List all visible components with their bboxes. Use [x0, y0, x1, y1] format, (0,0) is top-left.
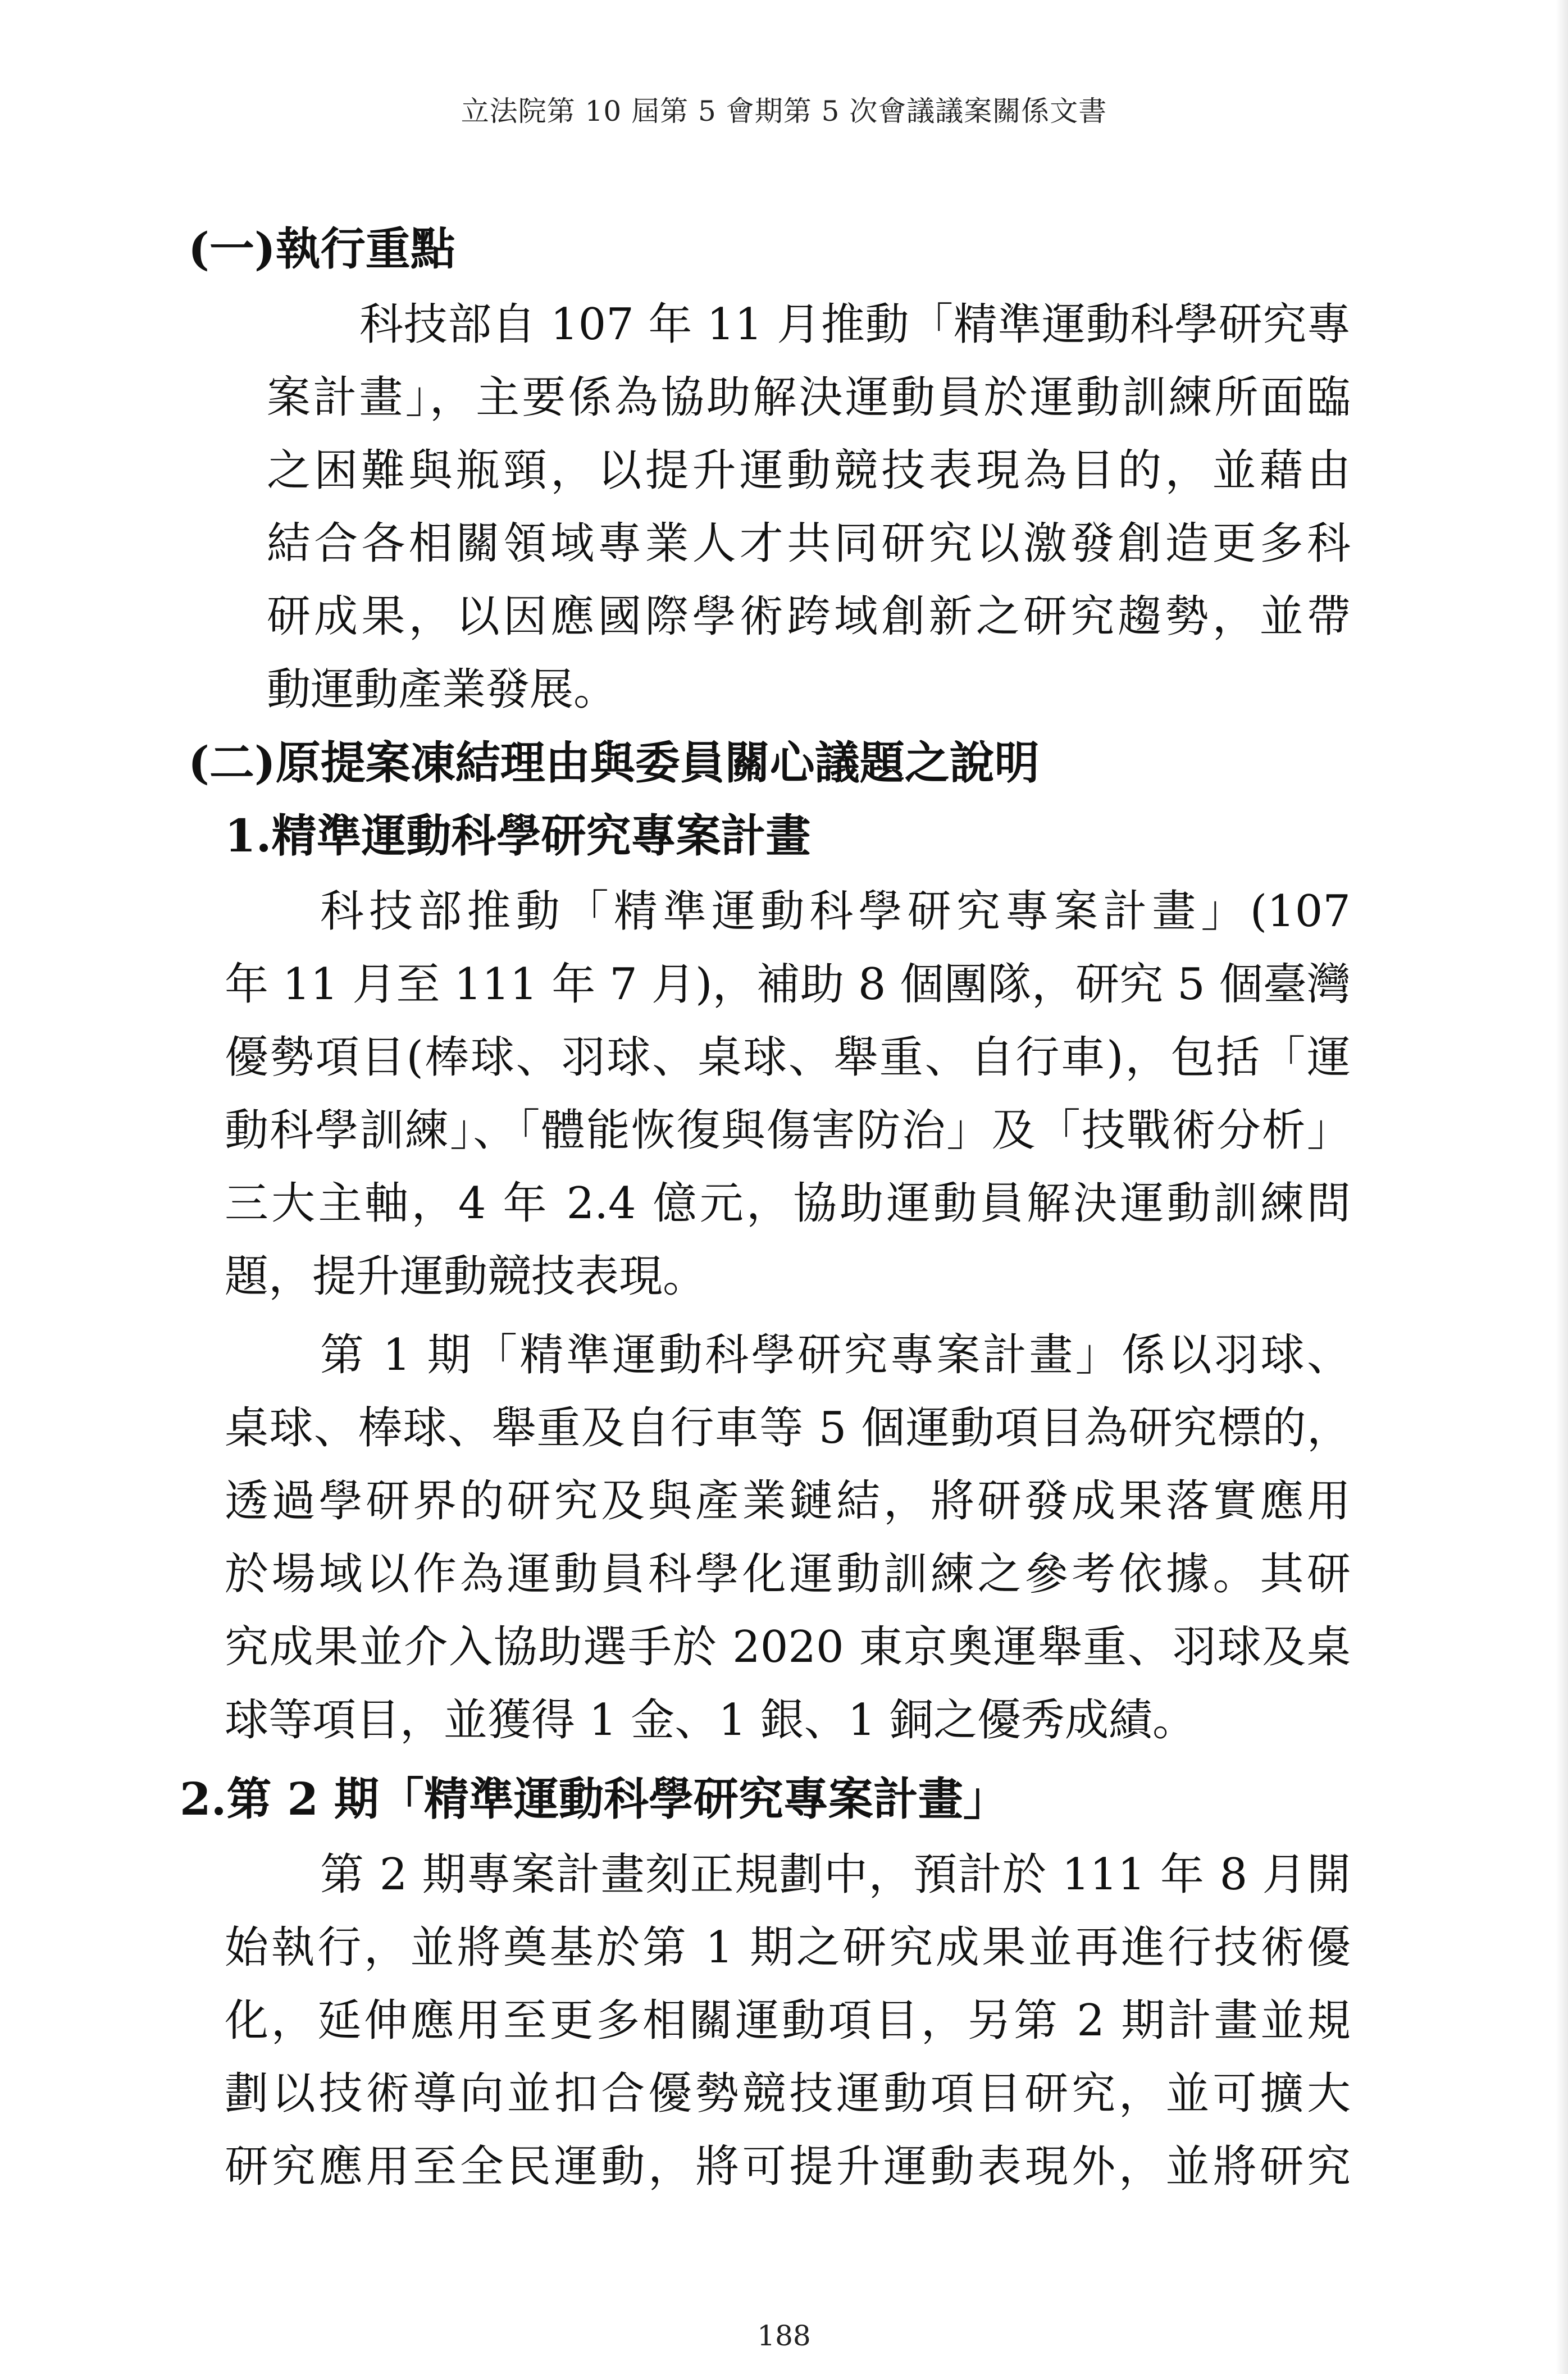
paragraph-line: 三大主軸，4 年 2.4 億元，協助運動員解決運動訓練問	[225, 1178, 1351, 1229]
paragraph-line: 年 11 月至 111 年 7 月)，補助 8 個團隊，研究 5 個臺灣	[225, 959, 1351, 1010]
section-heading-execution-focus: (一)執行重點	[188, 222, 455, 275]
page-header: 立法院第 10 屆第 5 會期第 5 次會議議案關係文書	[461, 95, 1107, 127]
paragraph-line: 題，提升運動競技表現。	[225, 1251, 707, 1302]
paragraph-line: 於場域以作為運動員科學化運動訓練之參考依據。其研	[225, 1549, 1351, 1600]
paragraph-line: 劃以技術導向並扣合優勢競技運動項目研究，並可擴大	[225, 2068, 1351, 2119]
paragraph-line: 案計畫」，主要係為協助解決運動員於運動訓練所面臨	[267, 372, 1351, 423]
paragraph-line: 結合各相關領域專業人才共同研究以激發創造更多科	[267, 518, 1351, 569]
paragraph-line: 球等項目，並獲得 1 金、1 銀、1 銅之優秀成績。	[225, 1695, 1197, 1746]
paragraph-line: 第 1 期「精準運動科學研究專案計畫」係以羽球、	[320, 1330, 1351, 1380]
paragraph-line: 化，延伸應用至更多相關運動項目，另第 2 期計畫並規	[225, 1995, 1351, 2046]
paragraph-line: 研究應用至全民運動，將可提升運動表現外，並將研究	[225, 2141, 1351, 2192]
subheading-item-2: 2.第 2 期「精準運動科學研究專案計畫」	[180, 1772, 1008, 1825]
paragraph-line: 第 2 期專案計畫刻正規劃中，預計於 111 年 8 月開	[320, 1849, 1351, 1900]
subheading-item-1: 1.精準運動科學研究專案計畫	[225, 809, 811, 862]
paragraph-line: 科技部自 107 年 11 月推動「精準運動科學研究專	[359, 299, 1351, 350]
page-edge-shadow	[1556, 0, 1568, 2374]
paragraph-line: 桌球、棒球、舉重及自行車等 5 個運動項目為研究標的，	[225, 1403, 1351, 1453]
paragraph-line: 動運動產業發展。	[267, 664, 618, 715]
paragraph-line: 優勢項目(棒球、羽球、桌球、舉重、自行車)，包括「運	[225, 1032, 1351, 1083]
paragraph-line: 之困難與瓶頸，以提升運動競技表現為目的，並藉由	[267, 445, 1351, 496]
page-number: 188	[757, 2320, 811, 2352]
section-heading-freeze-explanation: (二)原提案凍結理由與委員關心議題之說明	[188, 736, 1040, 789]
paragraph-line: 動科學訓練」、「體能恢復與傷害防治」及「技戰術分析」	[225, 1105, 1351, 1156]
paragraph-line: 研成果，以因應國際學術跨域創新之研究趨勢，並帶	[267, 591, 1351, 642]
paragraph-line: 透過學研界的研究及與產業鏈結，將研發成果落實應用	[225, 1476, 1351, 1527]
paragraph-line: 始執行，並將奠基於第 1 期之研究成果並再進行技術優	[225, 1922, 1351, 1973]
paragraph-line: 科技部推動「精準運動科學研究專案計畫」(107	[320, 886, 1351, 937]
paragraph-line: 究成果並介入協助選手於 2020 東京奧運舉重、羽球及桌	[225, 1622, 1351, 1673]
